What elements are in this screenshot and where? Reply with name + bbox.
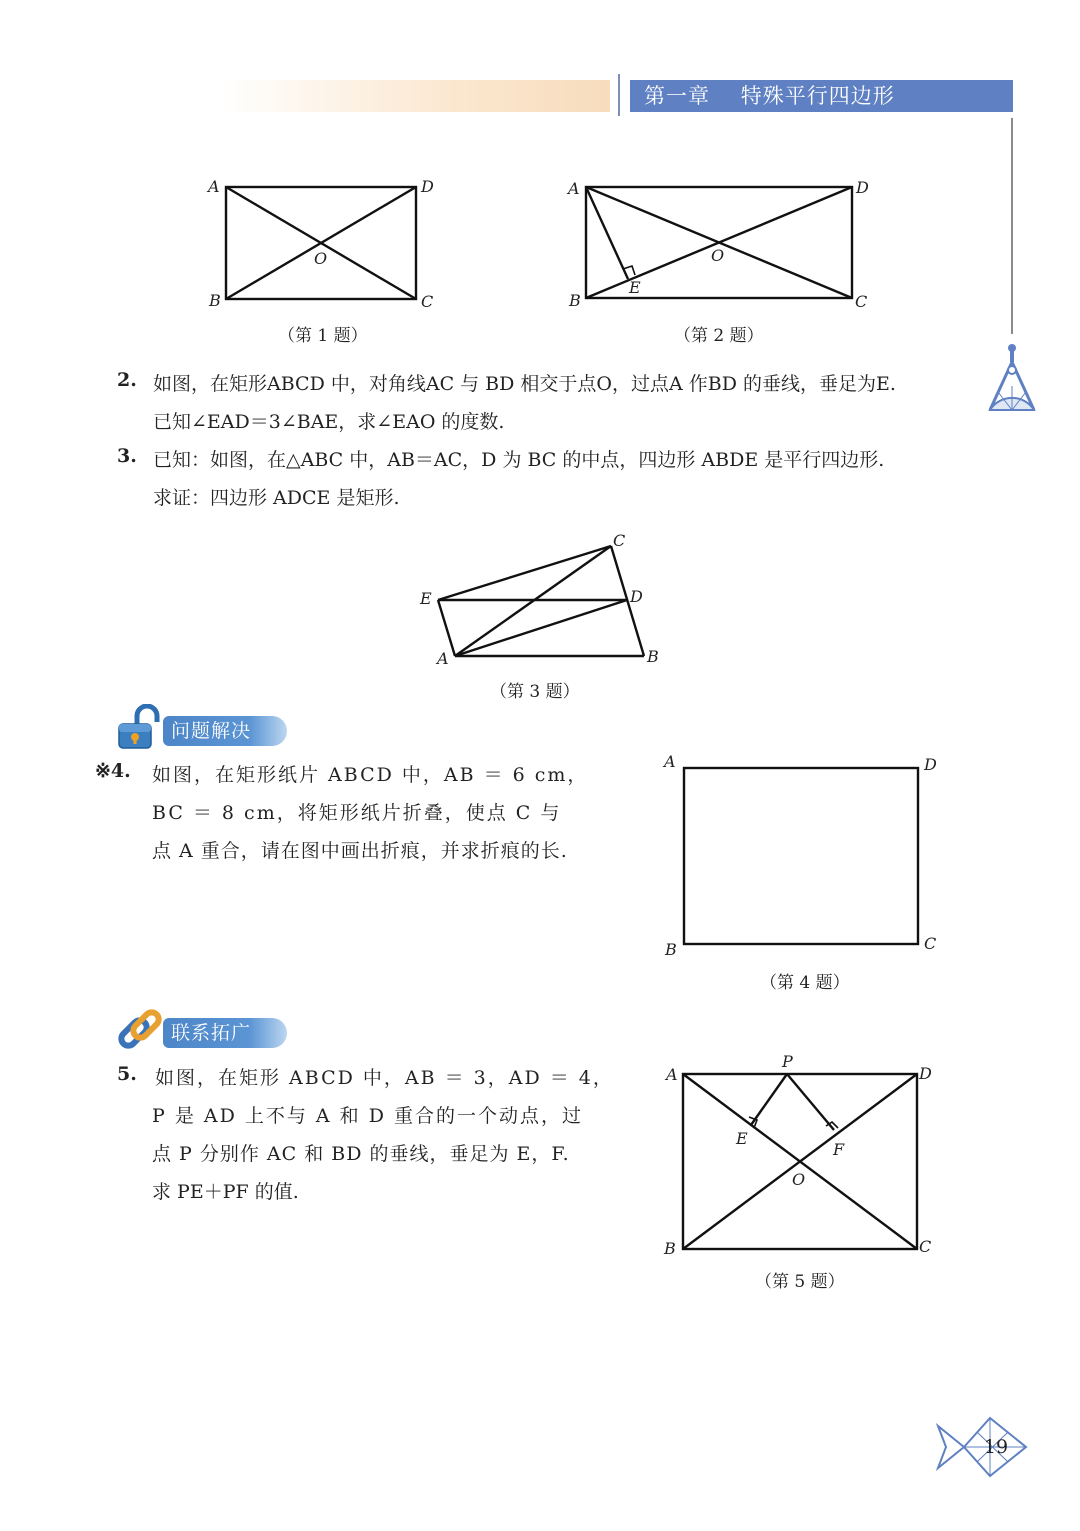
fig1-label-D: D xyxy=(421,177,434,196)
fig2-label-C: C xyxy=(855,292,868,311)
fig3-label-B: B xyxy=(647,647,659,666)
problem-4-line-3: 点 A 重合，请在图中画出折痕，并求折痕的长. xyxy=(152,840,568,862)
section-extension xyxy=(115,1010,295,1056)
problem-5-line-1: 如图，在矩形 ABCD 中，AB ＝ 3，AD ＝ 4， xyxy=(155,1067,614,1089)
figure-1-caption: （第 1 题） xyxy=(278,326,368,346)
fig1-label-O: O xyxy=(314,249,328,268)
fig3-label-D: D xyxy=(630,587,643,606)
fig3-label-A: A xyxy=(437,649,449,668)
problem-4-number: ※4. xyxy=(95,760,131,782)
compass-icon xyxy=(982,340,1042,420)
figure-5 xyxy=(660,1050,950,1265)
problem-5-number: 5. xyxy=(117,1063,137,1085)
fig1-label-C: C xyxy=(421,292,434,311)
fig5-label-C: C xyxy=(919,1237,932,1256)
margin-rule xyxy=(1011,118,1013,334)
figure-3 xyxy=(415,530,675,675)
fig5-label-E: E xyxy=(736,1129,748,1148)
fig4-label-B: B xyxy=(665,940,677,959)
fig2-label-E: E xyxy=(629,278,641,297)
problem-3-line-2: 求证：四边形 ADCE 是矩形. xyxy=(153,487,400,509)
fig2-label-B: B xyxy=(569,291,581,310)
problem-4-line-1: 如图，在矩形纸片 ABCD 中，AB ＝ 6 cm， xyxy=(152,764,589,786)
fig1-label-A: A xyxy=(208,177,220,196)
figure-2-caption: （第 2 题） xyxy=(674,326,764,346)
fig2-label-D: D xyxy=(856,178,869,197)
problem-3-line-1: 已知：如图，在△ABC 中，AB＝AC，D 为 BC 的中点，四边形 ABDE 是平行四边形. xyxy=(153,449,885,471)
fig2-label-A: A xyxy=(568,179,580,198)
section-label-problem-solving: 问题解决 xyxy=(163,716,287,746)
figure-4-caption: （第 4 题） xyxy=(760,973,850,993)
figure-4 xyxy=(660,750,950,960)
figure-5-caption: （第 5 题） xyxy=(755,1272,845,1292)
fig5-label-B: B xyxy=(664,1239,676,1258)
problem-5-line-2: P 是 AD 上不与 A 和 D 重合的一个动点，过 xyxy=(152,1105,583,1127)
problem-2-line-1: 如图，在矩形ABCD 中，对角线AC 与 BD 相交于点O，过点A 作BD 的垂线，垂足为E. xyxy=(153,373,896,395)
fig5-label-D: D xyxy=(919,1064,932,1083)
header-divider xyxy=(618,74,620,116)
fig5-label-A: A xyxy=(666,1065,678,1084)
problem-2-line-2: 已知∠EAD＝3∠BAE，求∠EAO 的度数. xyxy=(153,411,505,433)
page-number: 19 xyxy=(983,1436,1009,1458)
section-label-extension: 联系拓广 xyxy=(163,1018,287,1048)
fig5-label-P: P xyxy=(782,1052,793,1071)
figure-3-caption: （第 3 题） xyxy=(490,682,580,702)
page-number-badge xyxy=(934,1412,1030,1482)
fig5-label-O: O xyxy=(792,1170,806,1189)
problem-5-line-4: 求 PE＋PF 的值. xyxy=(152,1181,299,1203)
padlock-icon xyxy=(115,704,163,750)
fig2-label-O: O xyxy=(711,246,725,265)
chain-link-icon xyxy=(115,1006,165,1056)
figure-2 xyxy=(565,175,885,315)
fig1-label-B: B xyxy=(209,291,221,310)
fig3-label-C: C xyxy=(613,531,626,550)
fig4-label-A: A xyxy=(664,752,676,771)
problem-3-number: 3. xyxy=(117,445,137,467)
fig4-label-C: C xyxy=(924,934,937,953)
chapter-title: 第一章 特殊平行四边形 xyxy=(630,80,1013,112)
problem-4-line-2: BC ＝ 8 cm，将矩形纸片折叠，使点 C 与 xyxy=(152,802,562,824)
section-problem-solving xyxy=(115,708,295,754)
fig3-label-E: E xyxy=(420,589,432,608)
fig4-label-D: D xyxy=(924,755,937,774)
figure-1 xyxy=(200,175,450,315)
problem-5-line-3: 点 P 分别作 AC 和 BD 的垂线，垂足为 E，F. xyxy=(152,1143,570,1165)
problem-2-number: 2. xyxy=(117,369,137,391)
fig5-label-F: F xyxy=(833,1140,845,1159)
header-decoration-band xyxy=(220,80,610,112)
